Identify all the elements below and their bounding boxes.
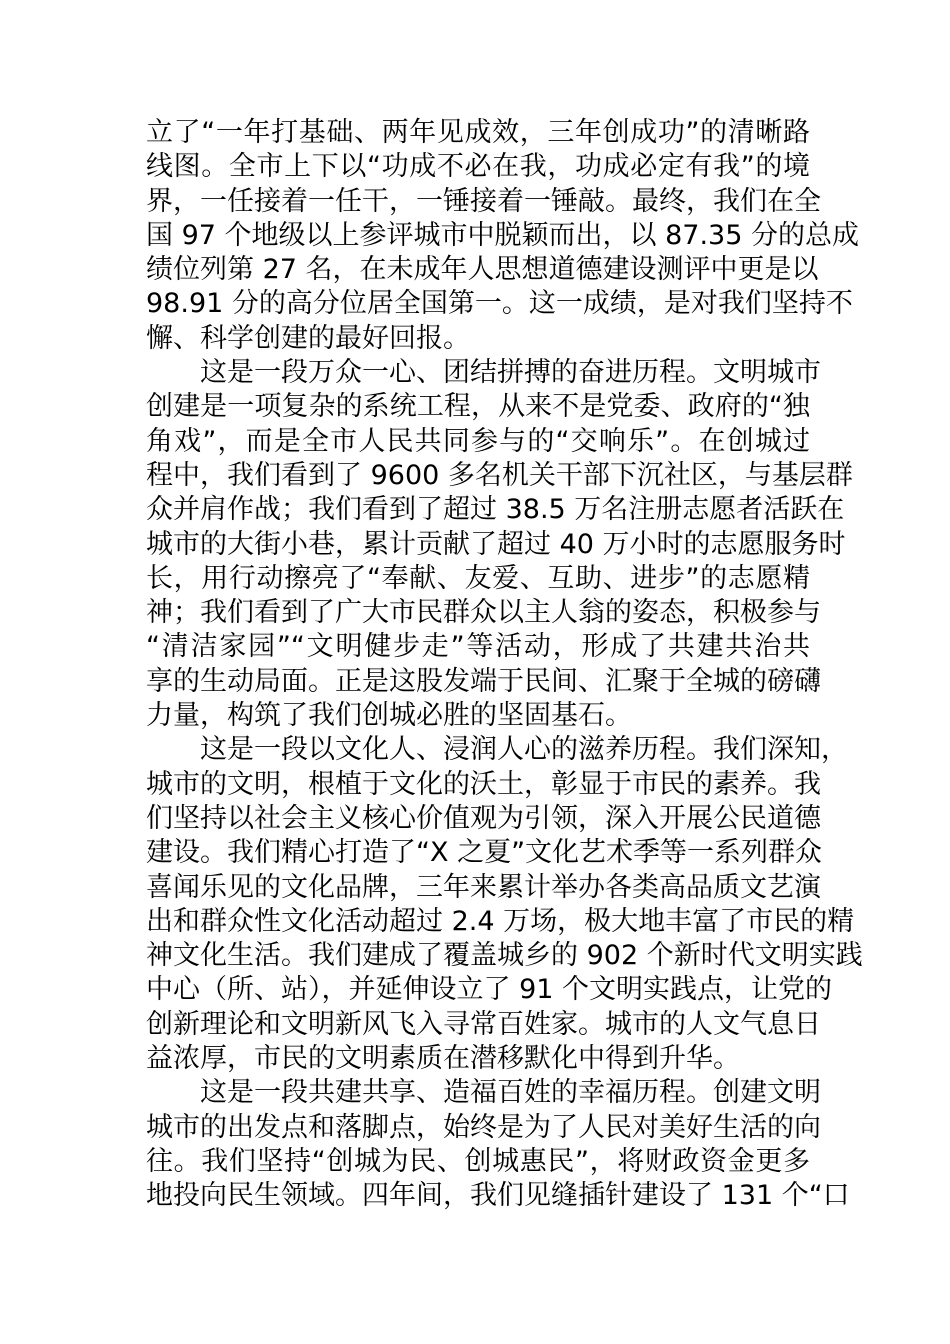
text-line: 力量，构筑了我们创城必胜的坚固基石。 <box>146 700 632 732</box>
text-line: 这是一段以文化人、浸润人心的滋养历程。我们深知， <box>200 734 848 766</box>
body-text <box>146 116 863 1214</box>
text-line: 出和群众性文化活动超过 2.4 万场，极大地丰富了市民的精 <box>146 905 855 937</box>
text-line: 懈、科学创建的最好回报。 <box>146 322 470 354</box>
text-line: “清洁家园”“文明健步走”等活动，形成了共建共治共 <box>146 631 810 663</box>
text-line: 往。我们坚持“创城为民、创城惠民”，将财政资金更多 <box>146 1145 810 1177</box>
text-line: 绩位列第 27 名，在未成年人思想道德建设测评中更是以 <box>146 254 819 286</box>
paragraph <box>146 1076 850 1213</box>
text-line: 神文化生活。我们建成了覆盖城乡的 902 个新时代文明实践 <box>146 940 863 972</box>
text-line: 国 97 个地级以上参评城市中脱颖而出，以 87.35 分的总成 <box>146 219 859 251</box>
text-line: 中心（所、站），并延伸设立了 91 个文明实践点，让党的 <box>146 974 833 1006</box>
text-line: 界，一任接着一任干，一锤接着一锤敲。最终，我们在全 <box>146 185 821 217</box>
text-line: 众并肩作战；我们看到了超过 38.5 万名注册志愿者活跃在 <box>146 494 845 526</box>
text-line: 程中，我们看到了 9600 多名机关干部下沉社区，与基层群 <box>146 459 853 491</box>
text-line: 立了“一年打基础、两年见成效，三年创成功”的清晰路 <box>146 117 810 148</box>
text-line: 城市的文明，根植于文化的沃土，彰显于市民的素养。我 <box>146 768 821 800</box>
text-line: 喜闻乐见的文化品牌，三年来累计举办各类高品质文艺演 <box>146 871 821 903</box>
text-line: 这是一段共建共享、造福百姓的幸福历程。创建文明 <box>200 1077 821 1109</box>
text-line: 创建是一项复杂的系统工程，从来不是党委、政府的“独 <box>146 391 810 423</box>
text-line: 地投向民生领域。四年间，我们见缝插针建设了 131 个“口 <box>146 1180 850 1212</box>
text-line: 角戏”，而是全市人民共同参与的“交响乐”。在创城过 <box>146 425 810 457</box>
text-line: 城市的大街小巷，累计贡献了超过 40 万小时的志愿服务时 <box>146 528 846 560</box>
text-line: 享的生动局面。正是这股发端于民间、汇聚于全城的磅礴 <box>146 665 821 697</box>
paragraph <box>146 356 853 733</box>
text-line: 神；我们看到了广大市民群众以主人翁的姿态，积极参与 <box>146 597 821 629</box>
text-line: 建设。我们精心打造了“X 之夏”文化艺术季等一系列群众 <box>146 837 823 869</box>
text-line: 们坚持以社会主义核心价值观为引领，深入开展公民道德 <box>146 802 821 834</box>
text-line: 98.91 分的高分位居全国第一。这一成绩，是对我们坚持不 <box>146 288 853 320</box>
text-line: 创新理论和文明新风飞入寻常百姓家。城市的人文气息日 <box>146 1008 821 1040</box>
paragraph <box>146 116 859 356</box>
paragraph <box>146 733 863 1076</box>
text-line: 城市的出发点和落脚点，始终是为了人民对美好生活的向 <box>146 1111 821 1143</box>
text-line: 线图。全市上下以“功成不必在我，功成必定有我”的境 <box>146 151 810 183</box>
text-line: 长，用行动擦亮了“奉献、友爱、互助、进步”的志愿精 <box>146 562 810 594</box>
text-line: 益浓厚，市民的文明素质在潜移默化中得到升华。 <box>146 1043 740 1075</box>
text-line: 这是一段万众一心、团结拼搏的奋进历程。文明城市 <box>200 357 821 389</box>
